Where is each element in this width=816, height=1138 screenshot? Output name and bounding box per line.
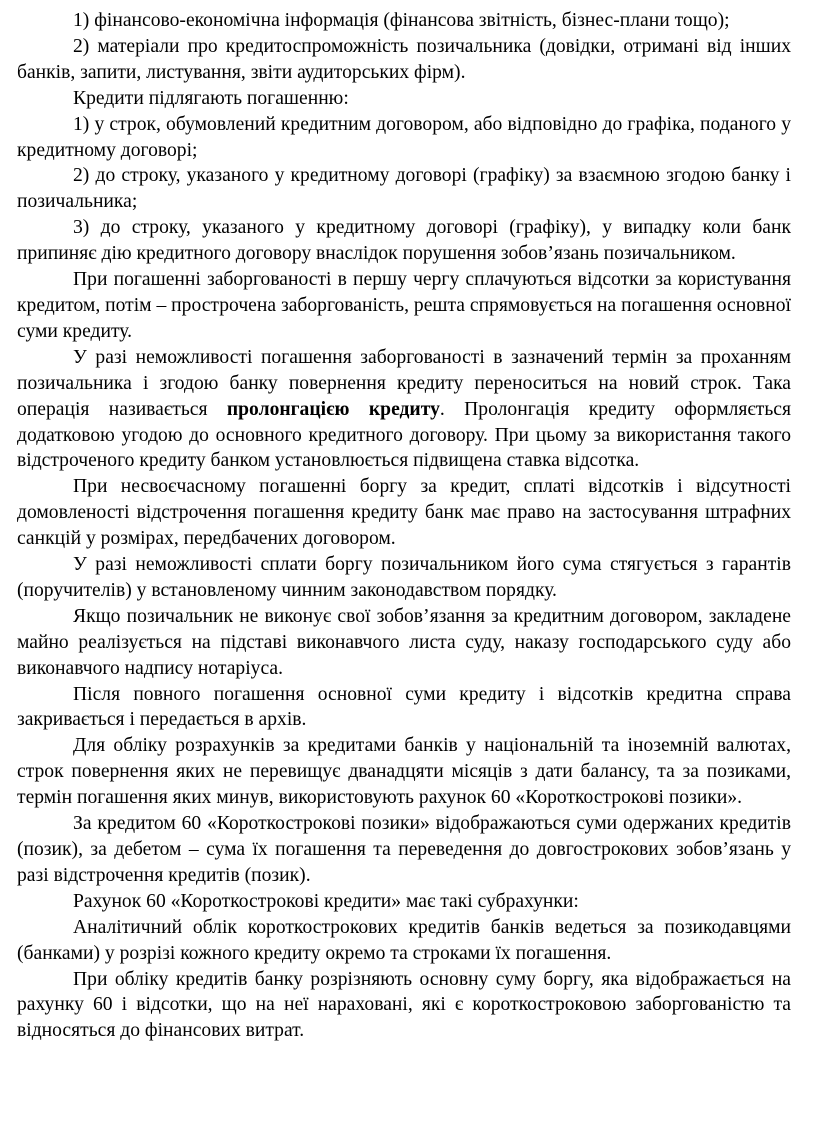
paragraph-prolongation: [17, 345, 791, 475]
paragraph-subaccounts: Рахунок 60 «Короткострокові кредити» має такі субрахунки:: [73, 890, 579, 912]
document-page: [17, 8, 791, 1044]
prolongation-text-after: . Пролонгація кредиту оформляється додатковою угодою до основного кредитного договору. При цьому за використання такого відстроченого кредиту банком установлюється підвищена ставка відсотка.: [17, 398, 791, 472]
paragraph-credit-debit: За кредитом 60 «Короткострокові позики» відображаються суми одержаних кредитів (позик), за дебетом – сума їх погашення та переведення до довгострокових зобов’язань у разі відстрочення кредитів (позик).: [17, 813, 791, 886]
paragraph-analytical-accounting: Аналітичний облік короткострокових кредитів банків ведеться за позикодавцями (банками) у розрізі кожного кредиту окремо та строками їх погашення.: [17, 916, 791, 964]
paragraph-archive: Після повного погашення основної суми кредиту і відсотків кредитна справа закривається і передається в архів.: [17, 683, 791, 731]
paragraph-account-60: Для обліку розрахунків за кредитами банків у національній та іноземній валютах, строк повернення яких не перевищує дванадцяти місяців з дати балансу, та за позиками, термін погашення яких минув, використовують рахунок 60 «Короткострокові позики».: [17, 735, 791, 809]
paragraph-principal-interest: При обліку кредитів банку розрізняють основну суму боргу, яка відображається на рахунку 60 і відсотки, що на неї нараховані, які є короткостроковою заборгованістю та відносяться до фінансових витрат.: [17, 968, 791, 1042]
paragraph-creditworthiness-materials: 2) матеріали про кредитоспроможність позичальника (довідки, отримані від інших банків, запити, листування, звіти аудиторських фірм).: [17, 35, 791, 83]
paragraph-repayment-mutual: 2) до строку, указаного у кредитному договорі (графіку) за взаємною згодою банку і позичальника;: [17, 165, 791, 213]
paragraph-guarantors: У разі неможливості сплати боргу позичальником його сума стягується з гарантів (поручителів) у встановленому чинним законодавством порядку.: [17, 554, 791, 601]
paragraph-penalties: При несвоєчасному погашенні боргу за кредит, сплаті відсотків і відсутності домовленості відстрочення погашення кредиту банк має право на застосування штрафних санкцій у розмірах, передбачених договором.: [17, 476, 791, 550]
paragraph-financial-info: 1) фінансово-економічна інформація (фінансова звітність, бізнес-плани тощо);: [73, 10, 730, 31]
prolongation-term: пролонгацією кредиту: [226, 398, 440, 420]
paragraph-repayment-intro: Кредити підлягають погашенню:: [73, 87, 349, 109]
paragraph-repayment-term: 1) у строк, обумовлений кредитним договором, або відповідно до графіка, поданого у кредитному договорі;: [17, 113, 791, 161]
paragraph-repayment-order: При погашенні заборгованості в першу чергу сплачуються відсотки за користування кредитом, потім – прострочена заборгованість, решта спрямовується на погашення основної суми кредиту.: [17, 269, 791, 342]
paragraph-collateral: Якщо позичальник не виконує свої зобов’язання за кредитним договором, закладене майно реалізується на підставі виконавчого листа суду, наказу господарського суду або виконавчого надпису нотаріуса.: [17, 605, 791, 679]
prolongation-text-before: У разі неможливості погашення заборгованості в зазначений термін за проханням позичальника і згодою банку повернення кредиту переноситься на новий строк. Така операція називається: [17, 346, 791, 420]
paragraph-repayment-termination: 3) до строку, указаного у кредитному договорі (графіку), у випадку коли банк припиняє дію кредитного договору внаслідок порушення зобов’язань позичальником.: [17, 217, 791, 265]
